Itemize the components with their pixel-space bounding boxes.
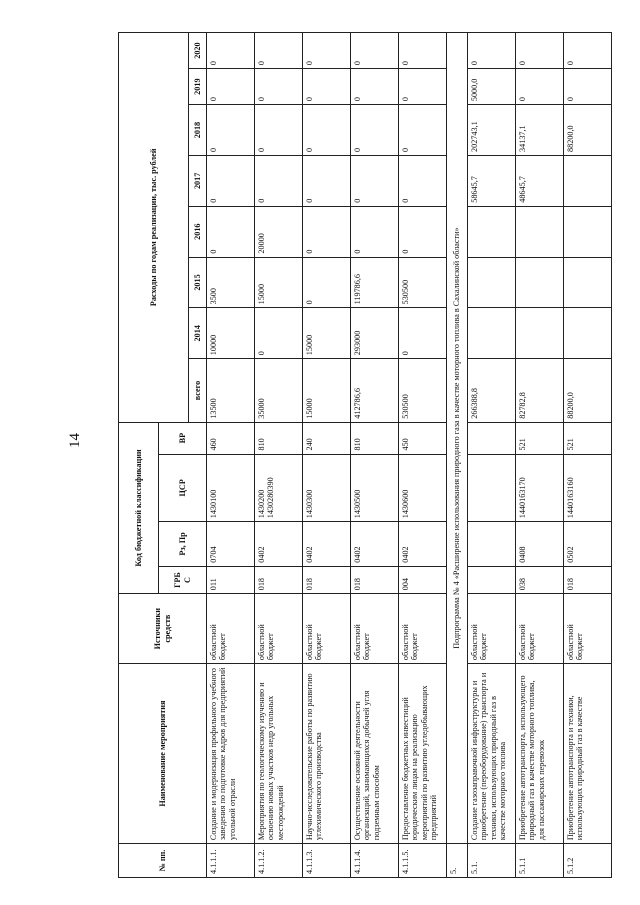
header-name: Наименование мероприятия <box>119 664 207 844</box>
cell-rzpr: 0402 <box>303 522 351 566</box>
cell-source: областной бюджет <box>351 594 399 664</box>
cell-2018: 0 <box>207 105 255 156</box>
cell-2014: 10000 <box>207 308 255 359</box>
cell-total: 35000 <box>255 359 303 423</box>
table-header <box>119 33 207 878</box>
table-row <box>563 33 611 878</box>
cell-total: 530500 <box>399 359 447 423</box>
cell-2018: 0 <box>399 105 447 156</box>
header-rzpr: Рз, Пр <box>159 522 207 566</box>
cell-2020: 0 <box>351 33 399 69</box>
cell-num: 5.1.2 <box>563 844 611 878</box>
cell-2015 <box>515 257 563 308</box>
cell-csr: 1440163160 <box>563 454 611 522</box>
cell-2015: 3500 <box>207 257 255 308</box>
cell-name: Приобретение автотранспорта, использующего природный газ в качестве моторного топлива, для пассажирских перевозок <box>515 664 563 844</box>
cell-csr: 1430100 <box>207 454 255 522</box>
cell-2015 <box>467 257 515 308</box>
cell-2020: 0 <box>207 33 255 69</box>
table-row <box>467 33 515 878</box>
cell-2017: 0 <box>303 155 351 206</box>
section-title: Подпрограмма № 4 «Расширение использования природного газа в качестве моторного топлива в Сахалинской области» <box>447 33 468 844</box>
cell-name: Создание газозаправочной инфраструктуры и приобретение (переоборудование) транспорта и техники, использующих природный газ в качестве моторного топлива <box>467 664 515 844</box>
cell-2017 <box>563 155 611 206</box>
cell-num: 4.1.1.2. <box>255 844 303 878</box>
cell-grbs <box>467 566 515 594</box>
cell-2017: 0 <box>351 155 399 206</box>
cell-2014 <box>563 308 611 359</box>
cell-2018: 88200,0 <box>563 105 611 156</box>
table-row <box>255 33 303 878</box>
cell-name: Приобретение автотранспорта и техники, использующих природный газ в качестве <box>563 664 611 844</box>
cell-grbs: 038 <box>515 566 563 594</box>
cell-2019: 0 <box>399 69 447 105</box>
header-expense-group: Расходы по годам реализации, тыс. рублей <box>119 33 189 423</box>
header-csr: ЦСР <box>159 454 207 522</box>
cell-2016: 20000 <box>255 206 303 257</box>
cell-total: 82782,8 <box>515 359 563 423</box>
cell-2016: 0 <box>351 206 399 257</box>
cell-2019: 0 <box>515 69 563 105</box>
cell-csr: 1430500 <box>351 454 399 522</box>
table-row <box>399 33 447 878</box>
cell-2018: 0 <box>303 105 351 156</box>
cell-grbs: 018 <box>303 566 351 594</box>
cell-2020: 0 <box>399 33 447 69</box>
cell-csr <box>467 454 515 522</box>
cell-2015: 0 <box>303 257 351 308</box>
cell-vr: 450 <box>399 422 447 454</box>
budget-table <box>118 32 612 878</box>
header-grbs: ГРБС <box>159 566 207 594</box>
table-row <box>515 33 563 878</box>
cell-vr: 240 <box>303 422 351 454</box>
cell-2014: 0 <box>399 308 447 359</box>
cell-rzpr: 0502 <box>563 522 611 566</box>
header-2014: 2014 <box>189 308 207 359</box>
cell-2014: 0 <box>255 308 303 359</box>
cell-rzpr: 0704 <box>207 522 255 566</box>
cell-grbs: 018 <box>563 566 611 594</box>
header-2016: 2016 <box>189 206 207 257</box>
cell-num: 4.1.1.5. <box>399 844 447 878</box>
cell-rzpr: 0408 <box>515 522 563 566</box>
cell-name: Создание и модернизация профильного учебного заведения по подготовке кадров для предприятий угольной отрасли <box>207 664 255 844</box>
cell-vr <box>467 422 515 454</box>
header-source: Источники средств <box>119 594 207 664</box>
cell-total: 88200,0 <box>563 359 611 423</box>
cell-vr: 521 <box>515 422 563 454</box>
cell-grbs: 018 <box>255 566 303 594</box>
cell-2016: 0 <box>399 206 447 257</box>
header-2020: 2020 <box>189 33 207 69</box>
cell-source: областной бюджет <box>207 594 255 664</box>
cell-2014 <box>467 308 515 359</box>
cell-rzpr: 0402 <box>351 522 399 566</box>
cell-2018: 202743,1 <box>467 105 515 156</box>
cell-2019: 0 <box>563 69 611 105</box>
cell-2015: 119786,6 <box>351 257 399 308</box>
cell-2019: 0 <box>255 69 303 105</box>
cell-grbs: 018 <box>351 566 399 594</box>
cell-source: областной бюджет <box>303 594 351 664</box>
cell-2016 <box>515 206 563 257</box>
cell-2020: 0 <box>467 33 515 69</box>
cell-2014 <box>515 308 563 359</box>
table-row <box>303 33 351 878</box>
cell-2017: 0 <box>255 155 303 206</box>
section-row <box>447 33 468 878</box>
cell-total: 13500 <box>207 359 255 423</box>
cell-name: Осуществление основной деятельности организаций, занимающихся добычей угля подземным способом <box>351 664 399 844</box>
cell-csr: 14401б3170 <box>515 454 563 522</box>
cell-2017: 0 <box>207 155 255 206</box>
cell-source: областной бюджет <box>563 594 611 664</box>
cell-vr: 460 <box>207 422 255 454</box>
cell-2015: 530500 <box>399 257 447 308</box>
cell-2016 <box>563 206 611 257</box>
cell-num: 5.1. <box>467 844 515 878</box>
cell-total: 412786,6 <box>351 359 399 423</box>
cell-2019: 5000,0 <box>467 69 515 105</box>
cell-num: 4.1.1.3. <box>303 844 351 878</box>
cell-num: 4.1.1.1. <box>207 844 255 878</box>
cell-2015: 15000 <box>255 257 303 308</box>
cell-name: Мероприятия по геологическому изучению и освоению новых участков недр угольных месторождений <box>255 664 303 844</box>
cell-2018: 0 <box>351 105 399 156</box>
cell-2020: 0 <box>515 33 563 69</box>
cell-total: 15000 <box>303 359 351 423</box>
cell-csr: 1430300 <box>303 454 351 522</box>
table-row <box>207 33 255 878</box>
cell-2015 <box>563 257 611 308</box>
header-2017: 2017 <box>189 155 207 206</box>
cell-2016: 0 <box>207 206 255 257</box>
cell-2020: 0 <box>563 33 611 69</box>
cell-csr: 1430200 1430280390 <box>255 454 303 522</box>
cell-2018: 0 <box>255 105 303 156</box>
table-row <box>351 33 399 878</box>
cell-2018: 34137,1 <box>515 105 563 156</box>
cell-rzpr: 0402 <box>399 522 447 566</box>
cell-vr: 521 <box>563 422 611 454</box>
cell-2019: 0 <box>351 69 399 105</box>
cell-2016: 0 <box>303 206 351 257</box>
cell-2020: 0 <box>303 33 351 69</box>
cell-vr: 810 <box>351 422 399 454</box>
cell-2017: 58645,7 <box>467 155 515 206</box>
cell-source: областной бюджет <box>467 594 515 664</box>
cell-source: областной бюджет <box>399 594 447 664</box>
section-num: 5. <box>447 844 468 878</box>
cell-2020: 0 <box>255 33 303 69</box>
header-2019: 2019 <box>189 69 207 105</box>
cell-name: Научно-исследовательские работы по развитию углехимического производства <box>303 664 351 844</box>
cell-2014: 293000 <box>351 308 399 359</box>
cell-2019: 0 <box>207 69 255 105</box>
cell-total: 266388,8 <box>467 359 515 423</box>
budget-table-rotated <box>118 32 612 878</box>
header-2018: 2018 <box>189 105 207 156</box>
cell-rzpr <box>467 522 515 566</box>
cell-num: 4.1.1.4. <box>351 844 399 878</box>
cell-2017: 48645,7 <box>515 155 563 206</box>
header-code-group: Код бюджетной классификации <box>119 422 159 594</box>
header-vr: ВР <box>159 422 207 454</box>
cell-num: 5.1.1 <box>515 844 563 878</box>
header-total: всего <box>189 359 207 423</box>
cell-2016 <box>467 206 515 257</box>
cell-2017: 0 <box>399 155 447 206</box>
cell-2019: 0 <box>303 69 351 105</box>
cell-csr: 1430600 <box>399 454 447 522</box>
cell-grbs: 011 <box>207 566 255 594</box>
header-2015: 2015 <box>189 257 207 308</box>
header-num: № пп. <box>119 844 207 878</box>
cell-vr: 810 <box>255 422 303 454</box>
cell-source: областной бюджет <box>515 594 563 664</box>
cell-rzpr: 0402 <box>255 522 303 566</box>
cell-grbs: 004 <box>399 566 447 594</box>
cell-source: областной бюджет <box>255 594 303 664</box>
cell-2014: 15000 <box>303 308 351 359</box>
page-number: 14 <box>67 433 83 448</box>
cell-name: Предоставление бюджетных инвестиций юридическим лицам на реализацию мероприятий по развитию угледобывающих предприятий <box>399 664 447 844</box>
